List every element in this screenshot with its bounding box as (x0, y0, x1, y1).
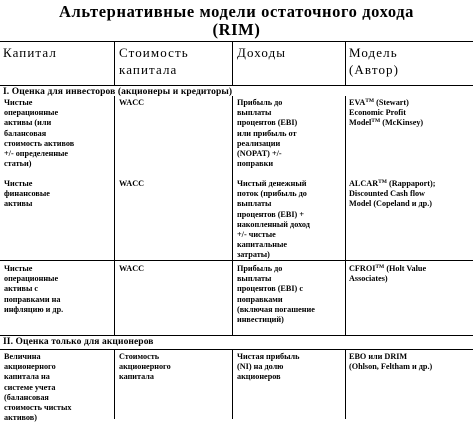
section-heading: I. Оценка для инвесторов (акционеры и кредиторы) (3, 87, 233, 97)
table-cell-capital: Величина акционерного капитала на системе учета (балансовая стоимость чистых активов) (4, 352, 72, 423)
table-cell-capital: Чистые финансовые активы (4, 179, 50, 209)
column-divider (345, 96, 346, 335)
header-cost-of-capital: Стоимость капитала (119, 45, 189, 77)
table-cell-cost: WACC (119, 264, 145, 273)
page-title: Альтернативные модели остаточного дохода (58, 2, 415, 21)
table-cell-cost: Стоимость акционерного капитала (119, 352, 171, 382)
column-divider (114, 349, 115, 419)
model-name: EBO или DRIM (349, 352, 408, 361)
table-cell-capital: Чистые операционные активы с поправками на инфляцию и др. (4, 264, 64, 314)
table-top-border (0, 41, 473, 42)
model-name: ALCAR (349, 179, 379, 188)
page-subtitle: (RIM) (212, 20, 261, 39)
column-divider (232, 96, 233, 335)
table-cell-model (349, 179, 471, 210)
table-cell-income: Чистый денежный поток (прибыль до выплаты процентов (EBI) + накопленный доход +/- чистые капитальные затраты) (237, 179, 310, 260)
table-cell-model (349, 264, 471, 284)
model-author: (Ohlson, Feltham и др.) (349, 362, 433, 372)
model-author: (Rappaport); Discounted Cash flow Model (Copeland и др.) (349, 179, 436, 209)
column-divider (232, 41, 233, 85)
trademark-mark: TM (378, 179, 387, 185)
section-heading: II. Оценка только для акционеров (3, 337, 154, 347)
column-divider (345, 41, 346, 85)
model-author: (McKinsey) (380, 118, 424, 128)
column-divider (114, 96, 115, 335)
trademark-mark: TM (371, 118, 381, 125)
row-divider (0, 349, 473, 350)
model-author: (Holt Value Associates) (349, 264, 427, 284)
header-income: Доходы (237, 45, 287, 60)
header-model-author: Модель (Автор) (349, 45, 400, 77)
model-author: (Stewart) Economic Profit Model (349, 98, 409, 128)
table-cell-model (349, 98, 471, 129)
table-cell-cost: WACC (119, 98, 145, 107)
model-name: EVA (349, 98, 366, 107)
model-name: CFROI (349, 264, 376, 273)
table-cell-income: Прибыль до выплаты процентов (EBI) с поправками (включая погашение инвестиций) (237, 264, 315, 325)
column-divider (345, 349, 346, 419)
table-cell-income: Чистая прибыль (NI) на долю акционеров (237, 352, 300, 382)
table-cell-income: Прибыль до выплаты процентов (EBI) или прибыль от реализации (NOPAT) +/- поправки (237, 98, 298, 169)
table-cell-cost: WACC (119, 179, 145, 188)
trademark-mark: TM (365, 98, 375, 104)
table-cell-capital: Чистые операционные активы (или балансовая стоимость активов +/- определенные статьи) (4, 98, 75, 169)
column-divider (232, 349, 233, 419)
trademark-mark: TM (375, 264, 385, 270)
table-cell-model (349, 352, 471, 372)
header-capital: Капитал (3, 45, 57, 60)
column-divider (114, 41, 115, 85)
